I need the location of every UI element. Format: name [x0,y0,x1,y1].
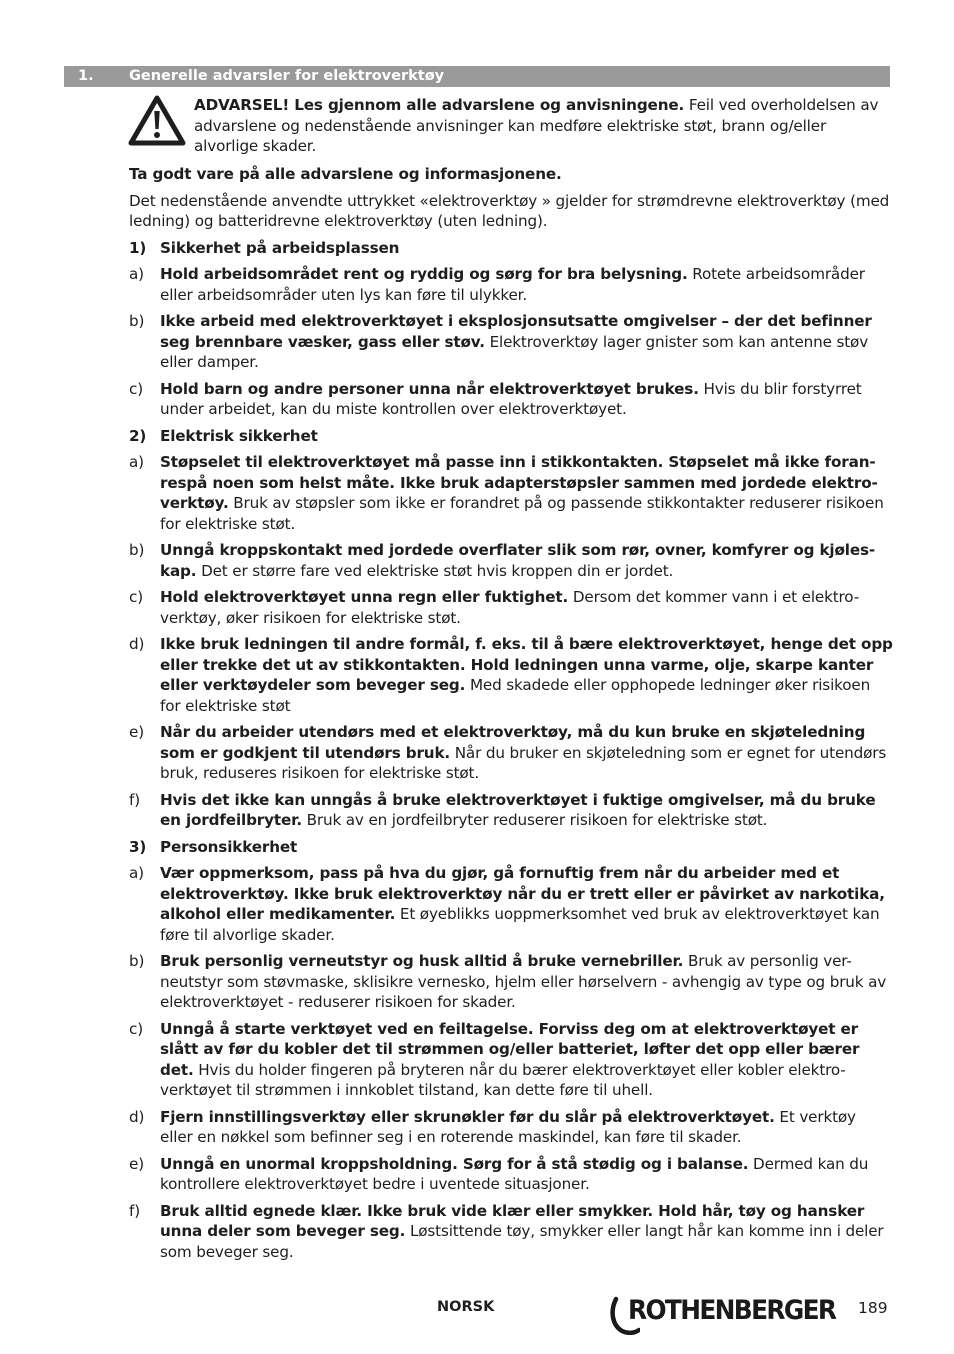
subsection-number: 2) [129,426,147,445]
item-text: Hvis du blir forstyrret under arbeidet, kan du miste kontrollen over elektroverktøyet. [160,379,862,418]
item-bold-text: Unngå kroppskontakt med jordede overflater slik som rør, ovner, komfyrer og kjøles-kap. [160,541,876,580]
definition-paragraph: Det nedenstående anvendte uttrykket «elektroverktøy » gjelder for strømdrevne elektroverktøy (med ledning) og batteridrevne elektroverktøy (uten ledning). [129,191,890,230]
item-label: b) [129,952,145,970]
item-bold-text: Vær oppmerksom, pass på hva du gjør, gå fornuftig frem når du arbeider med et elektroverktøy. Ikke bruk elektroverktøy når du er trett eller er påvirket av narkotika, alkohol eller medikamenter. [160,864,885,923]
item-text: Med skadede eller opphopede ledninger øker risikoen for elektriske støt [160,676,871,715]
item-text: Når du bruker en skjøteledning som er egnet for utendørs bruk, reduseres risikoen for elektriske støt. [160,743,887,782]
item-label: d) [129,635,145,653]
sections [129,238,893,1263]
item-text: Dermed kan du kontrollere elektroverktøyet bedre i uventede situasjoner. [160,1154,869,1193]
item-bold-text: Ikke arbeid med elektroverktøyet i eksplosjonsutsatte omgivelser – der det befinner seg brennbare væsker, gass eller støv. [160,312,872,351]
item-bold-text: Bruk alltid egnede klær. Ikke bruk vide klær eller smykker. Hold hår, tøy og hansker unna deler som beveger seg. [160,1201,865,1240]
list-item [129,311,893,373]
subsection-number: 1) [129,238,147,257]
item-text: Hvis du holder fingeren på bryteren når du bærer elektroverktøyet eller kobler elektro-verktøyet til strømmen i innkoblet tilstand, kan dette føre til uhell. [160,1060,846,1099]
subsection-heading [129,238,893,259]
item-bold-text: Støpselet til elektroverktøyet må passe inn i stikkontakten. Støpselet må ikke foran-respå noen som helst måte. Ikke bruk adapterstøpsler sammen med jordede elektro-verktøy. [160,453,878,512]
list-item [129,951,893,1013]
item-text: Bruk av støpsler som ikke er forandret på og passende stikkontakter reduserer risikoen for elektriske støt. [160,494,884,533]
item-label: a) [129,265,144,283]
warning-paragraph [194,95,894,157]
item-label: b) [129,312,145,330]
item-label: f) [129,790,140,809]
warning-text: Feil ved overholdelsen av advarslene og nedenstående anvisninger kan medføre elektriske støt, brann og/eller alvorlige skader. [194,96,879,155]
list-item [129,1154,893,1195]
list-item [129,722,893,784]
list-item [129,264,893,305]
item-bold-text: Ikke bruk ledningen til andre formål, f. eks. til å bære elektroverktøyet, henge det opp eller trekke det ut av stikkontakten. Hold ledningen unna varme, olje, skarpe kanter eller verktøydeler som beveger seg. [160,635,893,694]
item-bold-text: Unngå en unormal kroppsholdning. Sørg for å stå stødig og i balanse. [160,1154,749,1173]
item-text: Løstsittende tøy, smykker eller langt hår kan komme inn i deler som beveger seg. [160,1222,884,1261]
list-item [129,379,893,420]
list-item [129,540,893,581]
item-bold-text: Unngå å starte verktøyet ved en feiltagelse. Forviss deg om at elektroverktøyet er slått av før du kobler det til strømmen og/eller batteriet, løfter det opp eller bærer det. [160,1019,860,1079]
item-text: Bruk av en jordfeilbryter reduserer risikoen for elektriske støt. [301,811,768,829]
item-bold-text: Hold arbeidsområdet rent og ryddig og sørg for bra belysning. [160,265,688,283]
item-text: Bruk av personlig ver-neutstyr som støvmaske, sklisikre vernesko, hjelm eller hørselvern - avhengig av type og bruk av elektroverktøyet - reduserer risikoen for skader. [160,952,887,1011]
keep-instructions [129,164,893,185]
page-number: 189 [858,1299,888,1317]
logo-wordmark: ROTHENBERGER [628,1295,836,1326]
item-label: e) [129,723,144,741]
item-text: Rotete arbeidsområder eller arbeidsområder uten lys kan føre til ulykker. [160,265,865,304]
content [129,164,893,1268]
item-text: Det er større fare ved elektriske støt hvis kroppen din er jordet. [196,561,674,580]
section-number: 1. [78,68,94,84]
item-bold-text: Hold elektroverktøyet unna regn eller fuktighet. [160,588,569,606]
item-bold-text: Fjern innstillingsverktøy eller skrunøkler før du slår på elektroverktøyet. [160,1107,775,1126]
item-text: Elektroverktøy lager gnister som kan antenne støv eller damper. [160,332,869,371]
item-bold-text: Når du arbeider utendørs med et elektroverktøy, må du kun bruke en skjøteledning som er godkjent til utendørs bruk. [160,723,866,762]
item-label: c) [129,1019,143,1038]
subsection-heading [129,426,893,447]
list-item [129,1201,893,1263]
item-label: e) [129,1154,144,1173]
list-item [129,1019,893,1101]
list-item [129,790,893,831]
subsection-title: Personsikkerhet [160,837,298,856]
item-text: Et øyeblikks uoppmerksomhet ved bruk av elektroverktøyet kan føre til alvorlige skader. [160,905,880,944]
subsection-title: Elektrisk sikkerhet [160,426,318,445]
item-label: b) [129,541,145,559]
list-item [129,452,893,534]
section-header-bar [64,66,890,87]
item-bold-text: Bruk personlig verneutstyr og husk alltid å bruke vernebriller. [160,952,684,970]
item-text: Et verktøy eller en nøkkel som befinner seg i en roterende maskindel, kan føre til skader. [160,1107,856,1146]
list-item [129,863,893,945]
list-item [129,587,893,628]
list-item [129,1107,893,1148]
warning-bold: ADVARSEL! Les gjennom alle advarslene og anvisningene. [194,96,685,114]
keep-instructions-text: Ta godt vare på alle advarslene og informasjonene. [129,165,562,183]
item-bold-text: Hold barn og andre personer unna når elektroverktøyet brukes. [160,379,699,398]
rothenberger-logo [608,1293,854,1335]
item-label: d) [129,1107,145,1126]
warning-triangle-icon [127,94,187,147]
footer-language: NORSK [437,1299,495,1315]
subsection-heading [129,837,893,858]
item-label: c) [129,588,143,606]
list-item [129,634,893,716]
item-text: Dersom det kommer vann i et elektro-verktøy, øker risikoen for elektriske støt. [160,588,860,627]
item-label: a) [129,453,144,471]
section-title: Generelle advarsler for elektroverktøy [129,68,445,84]
item-label: c) [129,379,143,398]
item-label: f) [129,1201,140,1220]
subsection-number: 3) [129,837,147,856]
item-label: a) [129,864,144,882]
item-bold-text: Hvis det ikke kan unngås å bruke elektroverktøyet i fuktige omgivelser, må du bruke en jordfeilbryter. [160,790,876,829]
subsection-title: Sikkerhet på arbeidsplassen [160,238,400,257]
